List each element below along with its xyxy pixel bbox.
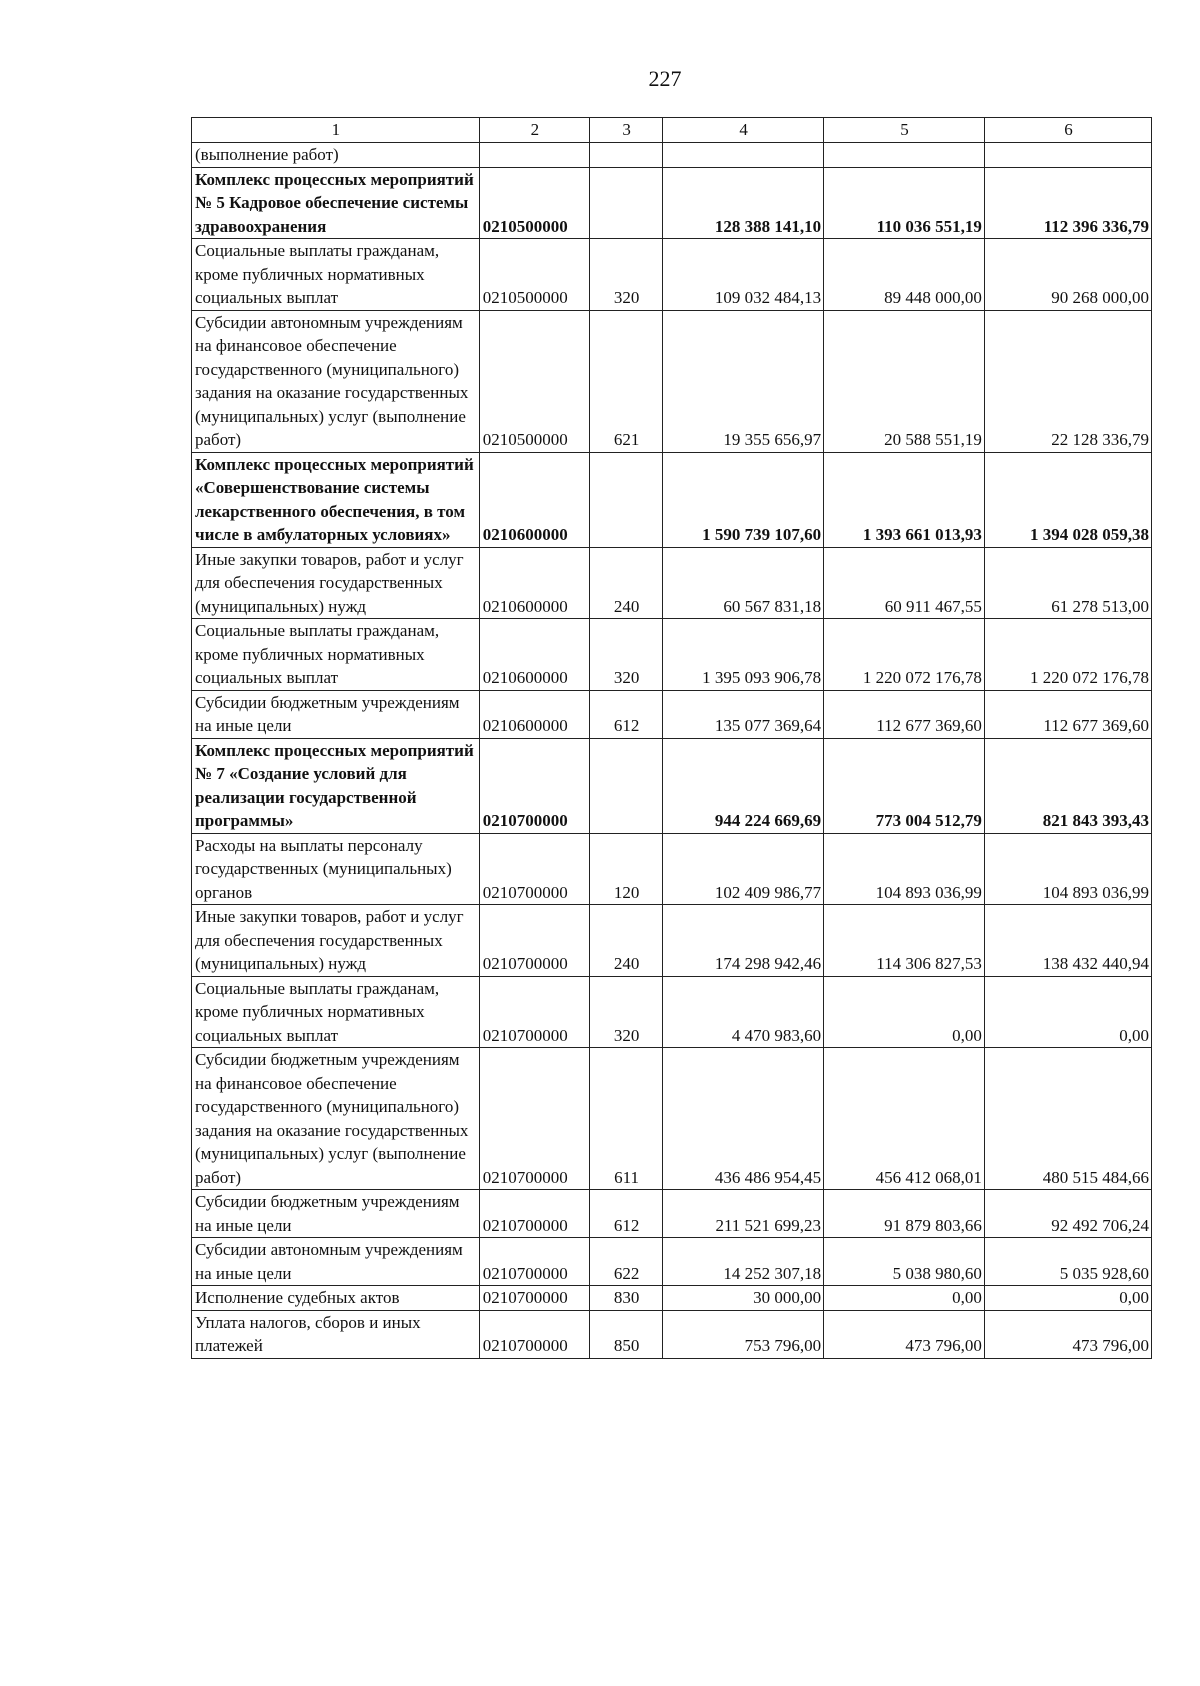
row-name-cell: Уплата налогов, сборов и иных платежей	[192, 1310, 480, 1358]
row-amount-col6-cell: 90 268 000,00	[984, 239, 1151, 311]
row-code-cell: 0210500000	[479, 310, 589, 452]
table-section-row	[192, 452, 1152, 547]
row-name-cell: Иные закупки товаров, работ и услуг для обеспечения государственных (муниципальных) нужд	[192, 547, 480, 619]
row-vr-cell: 240	[590, 905, 663, 977]
row-amount-col4-cell: 1 395 093 906,78	[663, 619, 824, 691]
row-code-cell: 0210500000	[479, 239, 589, 311]
row-code-cell: 0210700000	[479, 738, 589, 833]
row-code-cell: 0210500000	[479, 167, 589, 239]
row-vr-cell: 621	[590, 310, 663, 452]
table-row	[192, 1238, 1152, 1286]
row-amount-col6-cell: 0,00	[984, 1286, 1151, 1311]
table-row	[192, 547, 1152, 619]
row-amount-col4-cell: 30 000,00	[663, 1286, 824, 1311]
row-name-cell: (выполнение работ)	[192, 143, 480, 168]
table-row	[192, 976, 1152, 1048]
row-amount-col6-cell: 92 492 706,24	[984, 1190, 1151, 1238]
row-amount-col6-cell: 104 893 036,99	[984, 833, 1151, 905]
row-amount-col4-cell	[663, 143, 824, 168]
row-code-cell: 0210600000	[479, 619, 589, 691]
row-amount-col4-cell: 135 077 369,64	[663, 690, 824, 738]
row-amount-col6-cell: 1 394 028 059,38	[984, 452, 1151, 547]
row-amount-col4-cell: 60 567 831,18	[663, 547, 824, 619]
col-header-3: 3	[590, 118, 663, 143]
row-code-cell: 0210700000	[479, 905, 589, 977]
row-vr-cell: 830	[590, 1286, 663, 1311]
row-amount-col6-cell: 821 843 393,43	[984, 738, 1151, 833]
row-amount-col6-cell: 22 128 336,79	[984, 310, 1151, 452]
row-amount-col4-cell: 128 388 141,10	[663, 167, 824, 239]
row-code-cell: 0210700000	[479, 1310, 589, 1358]
row-amount-col5-cell	[824, 143, 985, 168]
row-code-cell: 0210600000	[479, 452, 589, 547]
row-amount-col6-cell: 480 515 484,66	[984, 1048, 1151, 1190]
row-code-cell: 0210700000	[479, 833, 589, 905]
row-amount-col6-cell: 1 220 072 176,78	[984, 619, 1151, 691]
row-name-cell: Комплекс процессных мероприятий № 5 Кадровое обеспечение системы здравоохранения	[192, 167, 480, 239]
row-code-cell: 0210700000	[479, 976, 589, 1048]
row-code-cell: 0210600000	[479, 547, 589, 619]
page-number: 227	[648, 66, 682, 91]
table-row	[192, 690, 1152, 738]
table-body	[192, 143, 1152, 1359]
budget-table	[191, 117, 1152, 1359]
row-amount-col5-cell: 1 393 661 013,93	[824, 452, 985, 547]
row-amount-col4-cell: 102 409 986,77	[663, 833, 824, 905]
row-amount-col6-cell: 0,00	[984, 976, 1151, 1048]
row-amount-col5-cell: 0,00	[824, 976, 985, 1048]
row-code-cell: 0210700000	[479, 1286, 589, 1311]
row-amount-col6-cell: 112 677 369,60	[984, 690, 1151, 738]
col-header-2: 2	[479, 118, 589, 143]
table-section-row	[192, 167, 1152, 239]
row-code-cell: 0210700000	[479, 1048, 589, 1190]
row-code-cell: 0210700000	[479, 1238, 589, 1286]
col-header-5: 5	[824, 118, 985, 143]
row-vr-cell: 612	[590, 1190, 663, 1238]
row-name-cell: Субсидии бюджетным учреждениям на иные цели	[192, 1190, 480, 1238]
row-amount-col6-cell: 473 796,00	[984, 1310, 1151, 1358]
row-vr-cell: 120	[590, 833, 663, 905]
table-row	[192, 143, 1152, 168]
table-row	[192, 1310, 1152, 1358]
row-amount-col5-cell: 0,00	[824, 1286, 985, 1311]
row-amount-col5-cell: 110 036 551,19	[824, 167, 985, 239]
row-amount-col5-cell: 5 038 980,60	[824, 1238, 985, 1286]
row-amount-col4-cell: 109 032 484,13	[663, 239, 824, 311]
row-amount-col5-cell: 773 004 512,79	[824, 738, 985, 833]
row-name-cell: Комплекс процессных мероприятий № 7 «Создание условий для реализации государственной программы»	[192, 738, 480, 833]
table-row	[192, 239, 1152, 311]
row-amount-col6-cell: 61 278 513,00	[984, 547, 1151, 619]
row-amount-col6-cell: 5 035 928,60	[984, 1238, 1151, 1286]
table-row	[192, 1286, 1152, 1311]
row-name-cell: Субсидии автономным учреждениям на финансовое обеспечение государственного (муниципального) задания на оказание государственных (муниципальных) услуг (выполнение работ)	[192, 310, 480, 452]
row-name-cell: Субсидии бюджетным учреждениям на финансовое обеспечение государственного (муниципального) задания на оказание государственных (муниципальных) услуг (выполнение работ)	[192, 1048, 480, 1190]
row-name-cell: Комплекс процессных мероприятий «Совершенствование системы лекарственного обеспечения, в том числе в амбулаторных условиях»	[192, 452, 480, 547]
table-row	[192, 905, 1152, 977]
row-vr-cell: 611	[590, 1048, 663, 1190]
row-amount-col4-cell: 211 521 699,23	[663, 1190, 824, 1238]
table-section-row	[192, 738, 1152, 833]
table-row	[192, 1048, 1152, 1190]
row-vr-cell: 622	[590, 1238, 663, 1286]
row-name-cell: Субсидии автономным учреждениям на иные цели	[192, 1238, 480, 1286]
header-row	[192, 118, 1152, 143]
row-amount-col5-cell: 89 448 000,00	[824, 239, 985, 311]
row-vr-cell	[590, 452, 663, 547]
row-amount-col4-cell: 174 298 942,46	[663, 905, 824, 977]
row-vr-cell	[590, 143, 663, 168]
row-amount-col6-cell: 138 432 440,94	[984, 905, 1151, 977]
row-name-cell: Социальные выплаты гражданам, кроме публичных нормативных социальных выплат	[192, 619, 480, 691]
col-header-4: 4	[663, 118, 824, 143]
row-name-cell: Исполнение судебных актов	[192, 1286, 480, 1311]
row-name-cell: Иные закупки товаров, работ и услуг для обеспечения государственных (муниципальных) нужд	[192, 905, 480, 977]
row-vr-cell	[590, 167, 663, 239]
row-vr-cell	[590, 738, 663, 833]
row-amount-col5-cell: 473 796,00	[824, 1310, 985, 1358]
row-code-cell: 0210600000	[479, 690, 589, 738]
row-amount-col5-cell: 112 677 369,60	[824, 690, 985, 738]
row-amount-col6-cell: 112 396 336,79	[984, 167, 1151, 239]
row-amount-col4-cell: 14 252 307,18	[663, 1238, 824, 1286]
table-row	[192, 310, 1152, 452]
row-amount-col5-cell: 456 412 068,01	[824, 1048, 985, 1190]
table-row	[192, 1190, 1152, 1238]
col-header-1: 1	[192, 118, 480, 143]
row-vr-cell: 320	[590, 619, 663, 691]
row-amount-col4-cell: 436 486 954,45	[663, 1048, 824, 1190]
row-amount-col5-cell: 91 879 803,66	[824, 1190, 985, 1238]
row-amount-col5-cell: 60 911 467,55	[824, 547, 985, 619]
row-vr-cell: 850	[590, 1310, 663, 1358]
row-amount-col5-cell: 104 893 036,99	[824, 833, 985, 905]
row-name-cell: Социальные выплаты гражданам, кроме публичных нормативных социальных выплат	[192, 239, 480, 311]
row-vr-cell: 612	[590, 690, 663, 738]
row-amount-col4-cell: 1 590 739 107,60	[663, 452, 824, 547]
row-amount-col4-cell: 19 355 656,97	[663, 310, 824, 452]
row-amount-col4-cell: 4 470 983,60	[663, 976, 824, 1048]
row-amount-col4-cell: 753 796,00	[663, 1310, 824, 1358]
table-row	[192, 833, 1152, 905]
row-amount-col5-cell: 114 306 827,53	[824, 905, 985, 977]
row-vr-cell: 240	[590, 547, 663, 619]
row-vr-cell: 320	[590, 239, 663, 311]
row-code-cell	[479, 143, 589, 168]
row-name-cell: Расходы на выплаты персоналу государственных (муниципальных) органов	[192, 833, 480, 905]
table-row	[192, 619, 1152, 691]
row-amount-col5-cell: 1 220 072 176,78	[824, 619, 985, 691]
col-header-6: 6	[984, 118, 1151, 143]
row-amount-col5-cell: 20 588 551,19	[824, 310, 985, 452]
row-amount-col4-cell: 944 224 669,69	[663, 738, 824, 833]
row-amount-col6-cell	[984, 143, 1151, 168]
row-name-cell: Социальные выплаты гражданам, кроме публичных нормативных социальных выплат	[192, 976, 480, 1048]
row-vr-cell: 320	[590, 976, 663, 1048]
row-name-cell: Субсидии бюджетным учреждениям на иные цели	[192, 690, 480, 738]
row-code-cell: 0210700000	[479, 1190, 589, 1238]
